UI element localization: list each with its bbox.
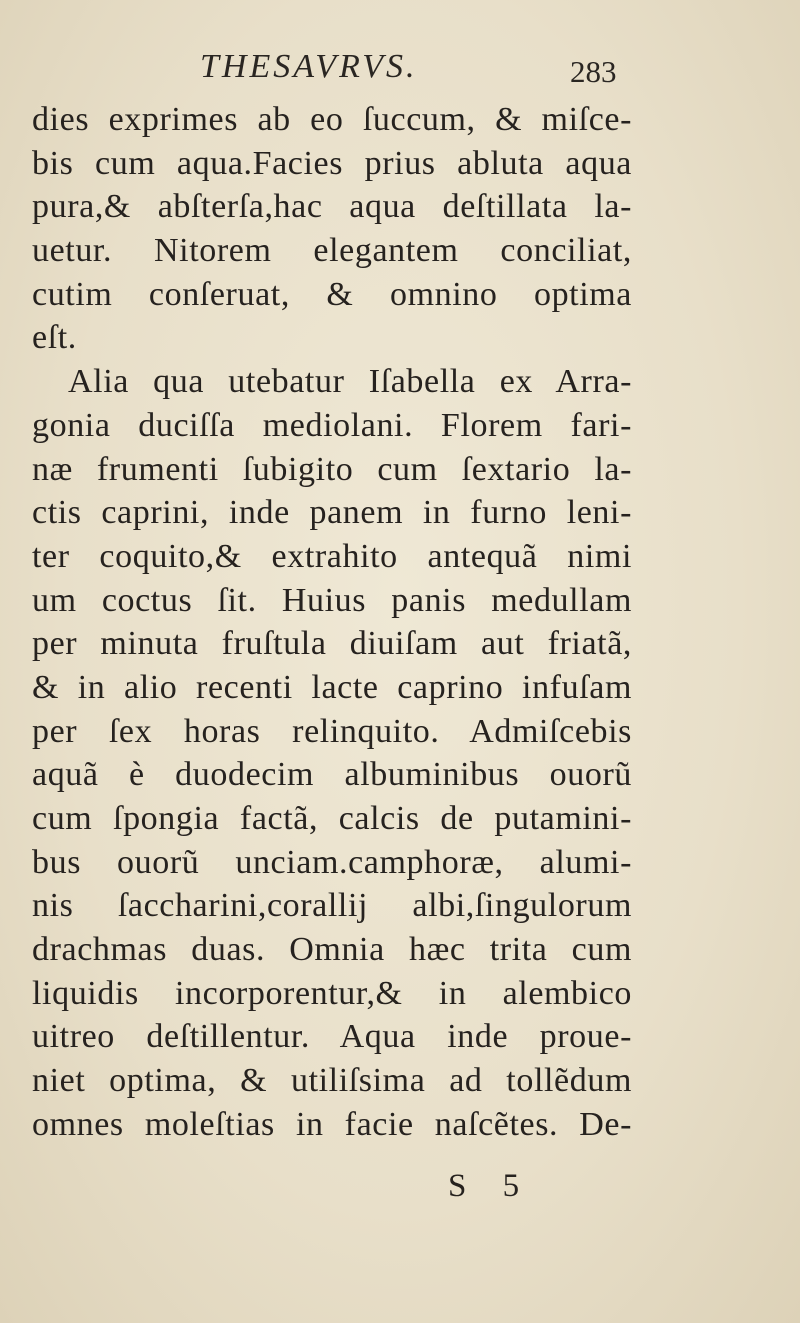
text-line: gonia duciſſa mediolani. Florem fari-: [32, 406, 632, 444]
page-header: [0, 48, 800, 98]
text-line: um coctus ſit. Huius panis medullam: [32, 581, 632, 619]
text-line: per minuta fruſtula diuiſam aut friatã,: [32, 625, 632, 663]
text-line: ter coquito,& extrahito antequã nimi: [32, 537, 632, 575]
signature-mark: S 5: [448, 1168, 534, 1204]
text-line: drachmas duas. Omnia hæc trita cum: [32, 931, 632, 969]
text-line: omnes moleſtias in facie naſcẽtes. De-: [32, 1105, 632, 1143]
text-line: eſt.: [32, 319, 77, 357]
text-line: dies exprimes ab eo ſuccum, & miſce-: [32, 101, 632, 138]
body-text: [32, 98, 632, 1147]
text-line: niet optima, & utiliſsima ad tollẽdum: [32, 1062, 632, 1100]
text-line: næ frumenti ſubigito cum ſextario la-: [32, 450, 632, 488]
page-number: 283: [570, 54, 617, 89]
text-line: cutim conſeruat, & omnino optima: [32, 275, 632, 313]
text-line: & in alio recenti lacte caprino infuſam: [32, 668, 632, 706]
text-line: ctis caprini, inde panem in furno leni-: [32, 494, 632, 532]
text-line: pura,& abſterſa,hac aqua deſtillata la-: [32, 188, 632, 226]
text-line: nis ſaccharini,corallij albi,ſingulorum: [32, 887, 632, 925]
text-line: uitreo deſtillentur. Aqua inde proue-: [32, 1018, 632, 1056]
text-line: bis cum aqua.Facies prius abluta aqua: [32, 144, 632, 182]
text-line: cum ſpongia factã, calcis de putamini-: [32, 800, 632, 837]
text-line: uetur. Nitorem elegantem conciliat,: [32, 232, 632, 270]
running-head: THESAVRVS.: [200, 48, 418, 85]
text-line: bus ouorũ unciam.camphoræ, alumi-: [32, 843, 632, 881]
text-line: per ſex horas relinquito. Admiſcebis: [32, 712, 632, 750]
text-line: aquã è duodecim albuminibus ouorũ: [32, 756, 632, 794]
text-line: liquidis incorporentur,& in alembico: [32, 974, 632, 1012]
paragraph-start-line: Alia qua utebatur Iſabella ex Arra-: [68, 363, 632, 401]
